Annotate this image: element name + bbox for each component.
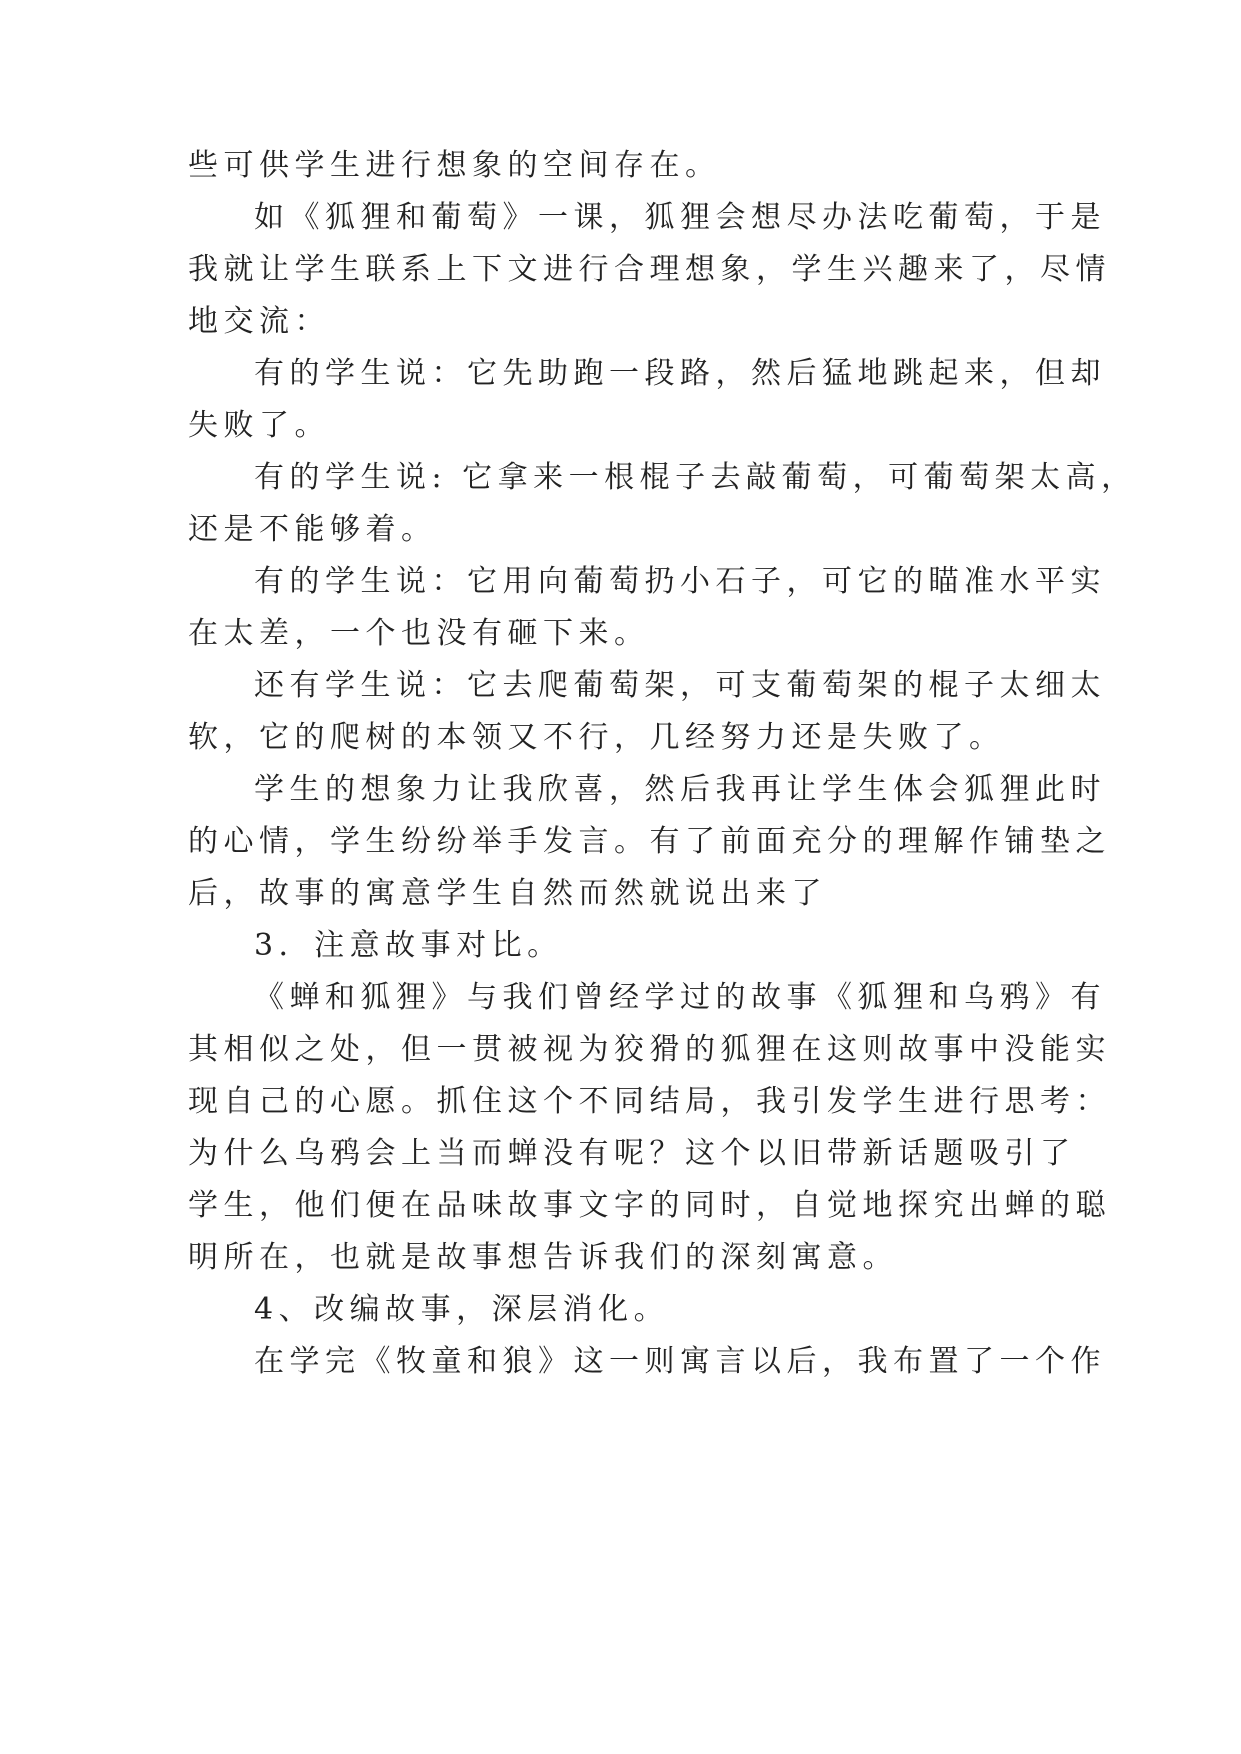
text-line: 学生，他们便在品味故事文字的同时，自觉地探究出蝉的聪 <box>188 1188 1111 1223</box>
text-line: 些可供学生进行想象的空间存在。 <box>188 148 721 183</box>
text-line: 还是不能够着。 <box>188 512 437 547</box>
text-line: 地交流： <box>188 304 330 339</box>
text-line: 在太差，一个也没有砸下来。 <box>188 616 650 651</box>
text-line: 其相似之处，但一贯被视为狡猾的狐狸在这则故事中没能实 <box>188 1032 1111 1067</box>
paragraph-first-line: 在学完《牧童和狼》这一则寓言以后，我布置了一个作 <box>254 1344 1106 1379</box>
text-line: 的心情，学生纷纷举手发言。有了前面充分的理解作铺垫之 <box>188 824 1111 859</box>
paragraph-first-line: 如《狐狸和葡萄》一课，狐狸会想尽办法吃葡萄，于是 <box>254 200 1106 235</box>
text-line: 后，故事的寓意学生自然而然就说出来了 <box>188 876 827 911</box>
paragraph-first-line: 有的学生说: 它拿来一根棍子去敲葡萄，可葡萄架太高， <box>254 460 1137 495</box>
text-line: 明所在，也就是故事想告诉我们的深刻寓意。 <box>188 1240 898 1275</box>
text-line: 失败了。 <box>188 408 330 443</box>
section-heading: 3．注意故事对比。 <box>254 928 563 963</box>
paragraph-first-line: 学生的想象力让我欣喜，然后我再让学生体会狐狸此时 <box>254 772 1106 807</box>
section-heading: 4、改编故事，深层消化。 <box>254 1292 670 1327</box>
paragraph-first-line: 有的学生说：它用向葡萄扔小石子，可它的瞄准水平实 <box>254 564 1106 599</box>
text-line: 现自己的心愿。抓住这个不同结局，我引发学生进行思考： <box>188 1084 1111 1119</box>
paragraph-first-line: 有的学生说：它先助跑一段路，然后猛地跳起来，但却 <box>254 356 1106 391</box>
text-line: 为什么乌鸦会上当而蝉没有呢？这个以旧带新话题吸引了 <box>188 1136 1076 1171</box>
text-line: 软，它的爬树的本领又不行，几经努力还是失败了。 <box>188 720 1005 755</box>
paragraph-first-line: 还有学生说：它去爬葡萄架，可支葡萄架的棍子太细太 <box>254 668 1106 703</box>
paragraph-first-line: 《蝉和狐狸》与我们曾经学过的故事《狐狸和乌鸦》有 <box>254 980 1106 1015</box>
text-line: 我就让学生联系上下文进行合理想象，学生兴趣来了，尽情 <box>188 252 1111 287</box>
